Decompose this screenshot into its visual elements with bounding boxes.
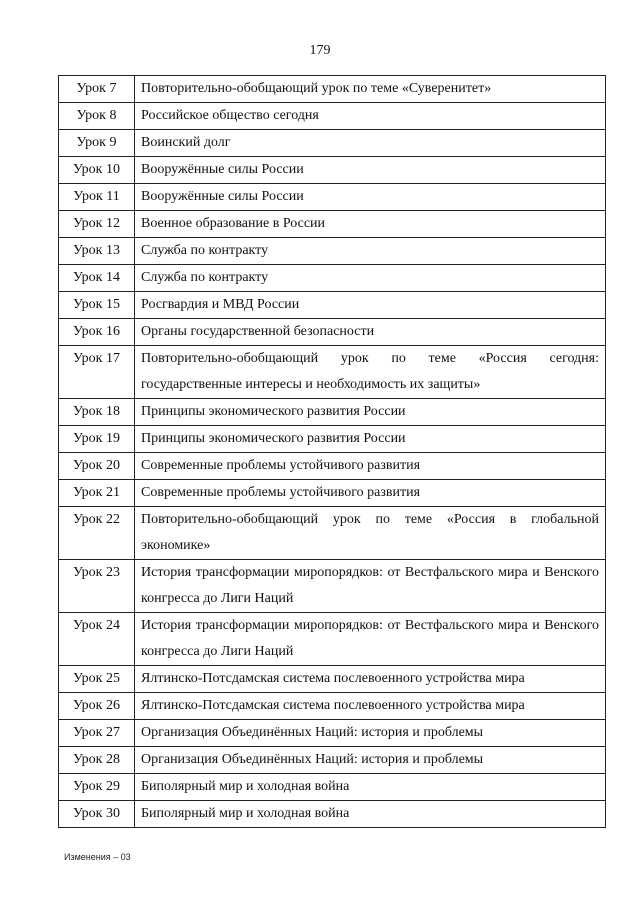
lesson-topic: Современные проблемы устойчивого развития (135, 480, 606, 507)
table-row (59, 480, 606, 507)
lesson-number: Урок 28 (59, 747, 135, 774)
lesson-plan-table (58, 75, 606, 828)
lesson-topic: История трансформации миропорядков: от Вестфальского мира и Венского конгресса до Лиги Наций (135, 613, 606, 666)
lesson-number: Урок 22 (59, 507, 135, 560)
table-row (59, 292, 606, 319)
lesson-number: Урок 16 (59, 319, 135, 346)
lesson-topic: Повторительно-обобщающий урок по теме «Россия сегодня: государственные интересы и необходимость их защиты» (135, 346, 606, 399)
table-row (59, 666, 606, 693)
lesson-topic: Биполярный мир и холодная война (135, 801, 606, 828)
table-row (59, 426, 606, 453)
lesson-number: Урок 25 (59, 666, 135, 693)
lesson-topic: Воинский долг (135, 130, 606, 157)
lesson-number: Урок 20 (59, 453, 135, 480)
lesson-topic: Повторительно-обобщающий урок по теме «Суверенитет» (135, 76, 606, 103)
table-row (59, 130, 606, 157)
lesson-topic: Вооружённые силы России (135, 184, 606, 211)
lesson-topic: Российское общество сегодня (135, 103, 606, 130)
lesson-number: Урок 15 (59, 292, 135, 319)
table-row (59, 774, 606, 801)
lesson-number: Урок 9 (59, 130, 135, 157)
lesson-topic: Ялтинско-Потсдамская система послевоенного устройства мира (135, 666, 606, 693)
lesson-number: Урок 12 (59, 211, 135, 238)
lesson-topic: Современные проблемы устойчивого развития (135, 453, 606, 480)
table-row (59, 76, 606, 103)
lesson-number: Урок 7 (59, 76, 135, 103)
table-row (59, 453, 606, 480)
lesson-plan-body (59, 76, 606, 828)
lesson-number: Урок 13 (59, 238, 135, 265)
lesson-topic: Ялтинско-Потсдамская система послевоенного устройства мира (135, 693, 606, 720)
table-row (59, 184, 606, 211)
lesson-topic: Росгвардия и МВД России (135, 292, 606, 319)
table-row (59, 157, 606, 184)
lesson-topic: Организация Объединённых Наций: история и проблемы (135, 747, 606, 774)
table-row (59, 265, 606, 292)
table-row (59, 801, 606, 828)
table-row (59, 507, 606, 560)
table-row (59, 560, 606, 613)
lesson-number: Урок 23 (59, 560, 135, 613)
lesson-topic: Вооружённые силы России (135, 157, 606, 184)
lesson-number: Урок 19 (59, 426, 135, 453)
lesson-number: Урок 24 (59, 613, 135, 666)
table-row (59, 613, 606, 666)
lesson-number: Урок 10 (59, 157, 135, 184)
lesson-topic: История трансформации миропорядков: от Вестфальского мира и Венского конгресса до Лиги Наций (135, 560, 606, 613)
table-row (59, 399, 606, 426)
lesson-topic: Организация Объединённых Наций: история и проблемы (135, 720, 606, 747)
page-number: 179 (309, 43, 331, 58)
lesson-topic: Биполярный мир и холодная война (135, 774, 606, 801)
lesson-number: Урок 17 (59, 346, 135, 399)
lesson-number: Урок 27 (59, 720, 135, 747)
lesson-number: Урок 21 (59, 480, 135, 507)
revision-footer: Изменения – 03 (64, 852, 131, 862)
lesson-number: Урок 30 (59, 801, 135, 828)
lesson-number: Урок 26 (59, 693, 135, 720)
lesson-topic: Военное образование в России (135, 211, 606, 238)
table-row (59, 693, 606, 720)
table-row (59, 720, 606, 747)
lesson-number: Урок 8 (59, 103, 135, 130)
table-row (59, 747, 606, 774)
lesson-number: Урок 18 (59, 399, 135, 426)
lesson-topic: Принципы экономического развития России (135, 399, 606, 426)
table-row (59, 211, 606, 238)
lesson-topic: Принципы экономического развития России (135, 426, 606, 453)
table-row (59, 103, 606, 130)
lesson-number: Урок 14 (59, 265, 135, 292)
table-row (59, 346, 606, 399)
lesson-topic: Органы государственной безопасности (135, 319, 606, 346)
lesson-topic: Повторительно-обобщающий урок по теме «Россия в глобальной экономике» (135, 507, 606, 560)
table-row (59, 238, 606, 265)
lesson-number: Урок 11 (59, 184, 135, 211)
lesson-topic: Служба по контракту (135, 238, 606, 265)
table-row (59, 319, 606, 346)
lesson-number: Урок 29 (59, 774, 135, 801)
lesson-topic: Служба по контракту (135, 265, 606, 292)
